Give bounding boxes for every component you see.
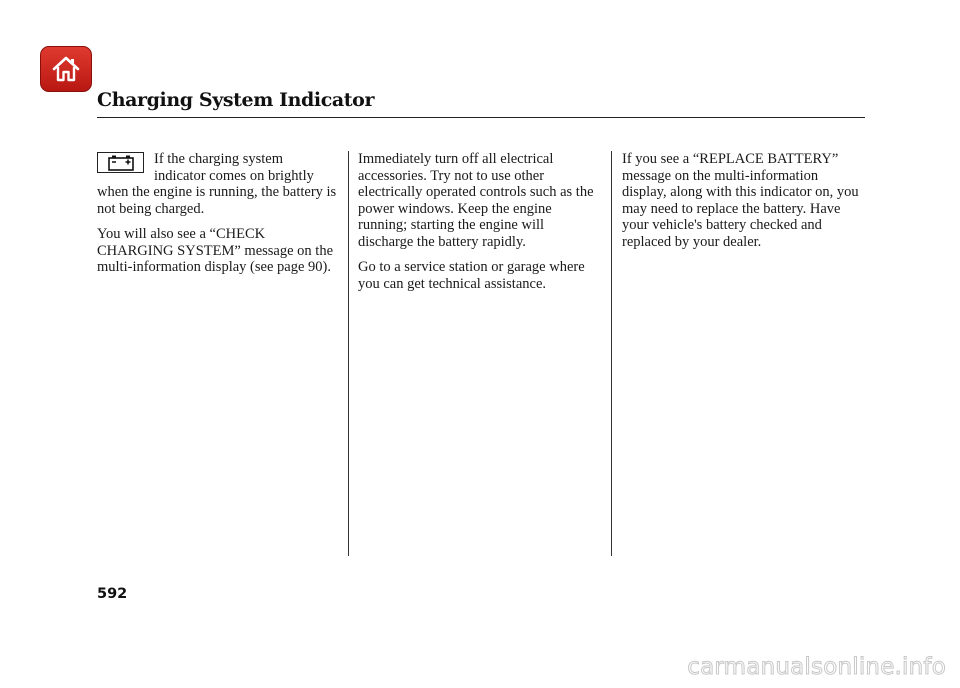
- charging-indicator: [97, 152, 144, 173]
- page-number: 592: [97, 586, 128, 602]
- home-icon: [51, 55, 81, 83]
- paragraph-3: Immediately turn off all electrical accessories. Try not to use other electrically operated controls such as the power windows. Keep the engine running; starting the engine will discharge the battery rapidly.: [358, 151, 594, 250]
- column-divider: [348, 151, 349, 556]
- home-button[interactable]: [40, 46, 92, 92]
- paragraph-4: Go to a service station or garage where you can get technical assistance.: [358, 259, 585, 292]
- paragraph-5: If you see a “REPLACE BATTERY” message on the multi-information display, along with this indicator on, you may need to replace the battery. Have your vehicle's battery checked and replaced by your dealer.: [622, 151, 859, 250]
- paragraph-text: If the charging system indicator comes on brightly when the engine is running, the battery is not being charged.: [97, 151, 337, 217]
- title-rule: [97, 117, 865, 118]
- section-title: Charging System Indicator: [97, 89, 375, 111]
- column-divider: [611, 151, 612, 556]
- column-2: [358, 151, 602, 301]
- watermark: carmanualsonline.info: [687, 654, 946, 680]
- column-3: [622, 151, 866, 259]
- paragraph-2: You will also see a “CHECK CHARGING SYSTEM” message on the multi-information display (see page 90).: [97, 226, 334, 275]
- paragraph-1: [97, 151, 337, 217]
- column-1: [97, 151, 337, 285]
- battery-icon: [107, 154, 135, 172]
